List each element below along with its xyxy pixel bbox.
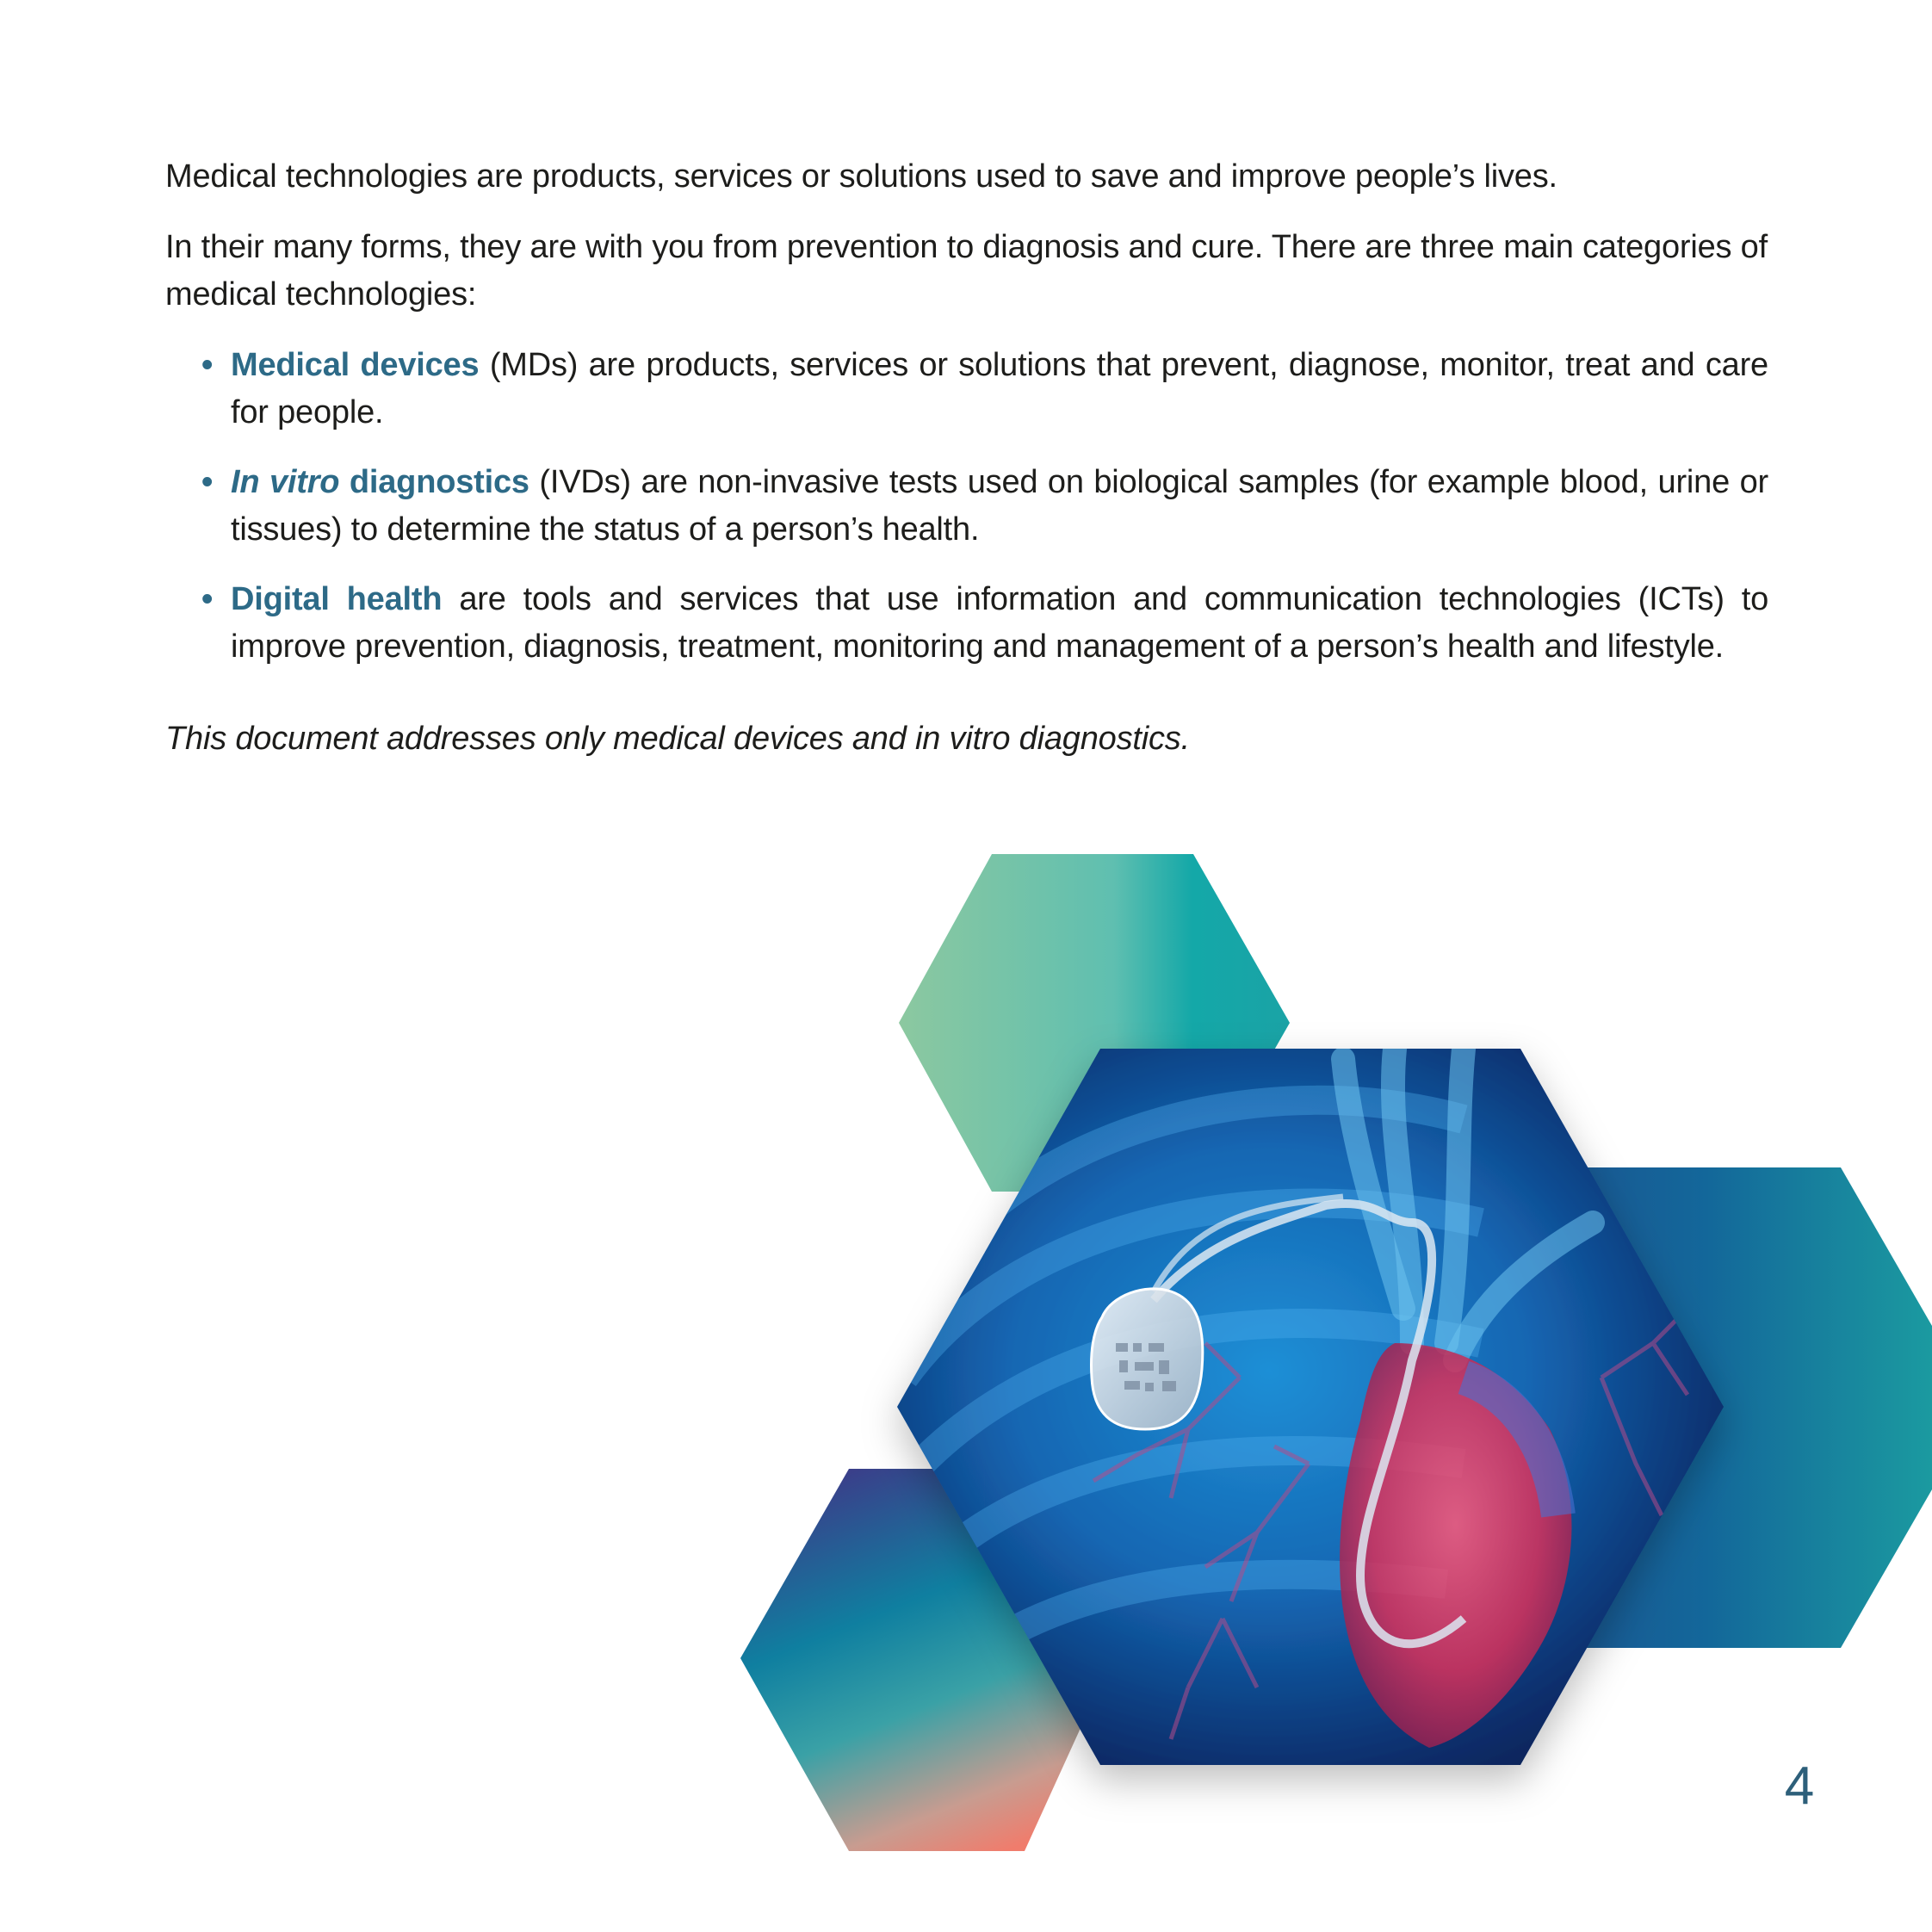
term-in-vitro: In vitro	[231, 464, 340, 500]
scope-note: This document addresses only medical devices and in vitro diagnostics.	[165, 721, 1190, 757]
bullet-icon: •	[201, 347, 214, 383]
definition-digital-health: are tools and services that use information and communication technologies (ICTs) to improve prevention, diagnosis, treatment, monitoring and management of a person’s health and lifestyle.	[231, 581, 1769, 665]
intro-paragraph-2: In their many forms, they are with you from prevention to diagnosis and cure. There are three main categories of medical technologies:	[165, 229, 1768, 313]
intro-paragraph-1: Medical technologies are products, services or solutions used to save and improve people’s lives.	[165, 158, 1557, 195]
bullet-icon: •	[201, 464, 214, 500]
pacemaker-icon	[1092, 1289, 1203, 1429]
definition-medical-devices: (MDs) are products, services or solutions that prevent, diagnose, monitor, treat and care for people.	[231, 347, 1768, 430]
bullet-icon: •	[201, 581, 214, 617]
definition-ivd: (IVDs) are non-invasive tests used on biological samples (for example blood, urine or tissues) to determine the status of a person’s health.	[231, 464, 1769, 548]
term-medical-devices: Medical devices	[231, 347, 480, 383]
term-diagnostics: diagnostics	[339, 464, 529, 500]
page-number: 4	[1784, 1756, 1815, 1816]
term-digital-health: Digital health	[231, 581, 443, 617]
